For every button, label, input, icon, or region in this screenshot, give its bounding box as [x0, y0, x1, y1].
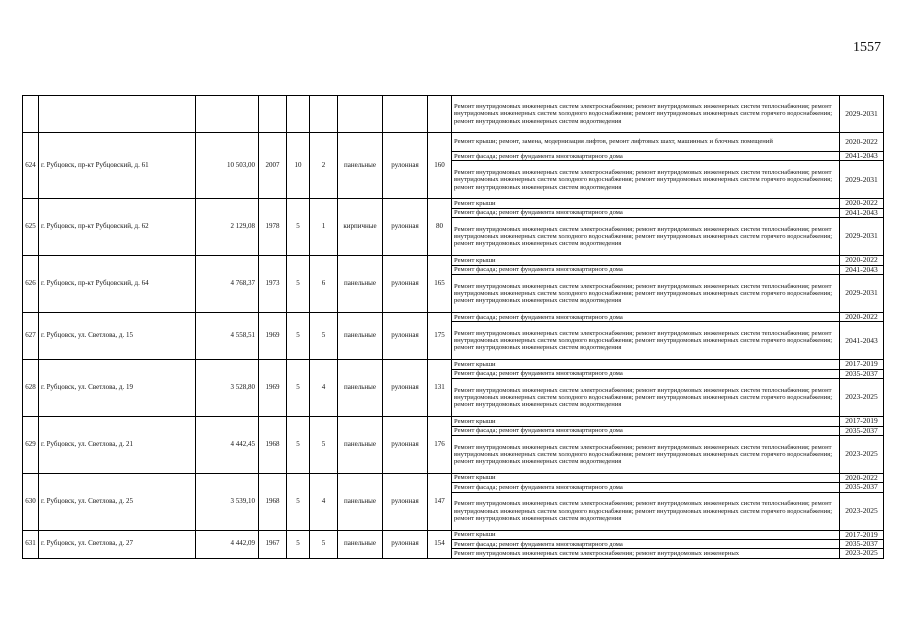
- building-wall-material: [338, 96, 383, 133]
- work-period: 2035-2037: [840, 369, 884, 378]
- work-description: Ремонт крыши: [452, 417, 840, 426]
- building-address: г. Рубцовск, пр-кт Рубцовский, д. 61: [39, 133, 196, 199]
- building-address: г. Рубцовск, ул. Светлова, д. 19: [39, 360, 196, 417]
- work-description: Ремонт фасада; ремонт фундамента многоквартирного дома: [452, 152, 840, 161]
- building-roof-type: рулонная: [383, 360, 428, 417]
- work-period: 2041-2043: [840, 208, 884, 217]
- work-period: 2020-2022: [840, 473, 884, 482]
- work-description: Ремонт крыши; ремонт, замена, модернизация лифтов, ремонт лифтовых шахт, машинных и блочных помещений: [452, 133, 840, 152]
- building-wall-material: панельные: [338, 530, 383, 558]
- building-area: 3 539,10: [196, 473, 259, 530]
- building-year: 1978: [259, 199, 287, 256]
- building-residents: 176: [428, 417, 452, 474]
- page-number: 1557: [853, 40, 881, 55]
- building-floors: 10: [287, 133, 310, 199]
- building-area: 4 558,51: [196, 312, 259, 359]
- building-wall-material: панельные: [338, 133, 383, 199]
- building-year: 1967: [259, 530, 287, 558]
- work-description: Ремонт фасада; ремонт фундамента многоквартирного дома: [452, 312, 840, 321]
- work-period: 2020-2022: [840, 312, 884, 321]
- building-wall-material: кирпичные: [338, 199, 383, 256]
- building-year: 1969: [259, 360, 287, 417]
- building-roof-type: рулонная: [383, 530, 428, 558]
- building-floors: 5: [287, 199, 310, 256]
- work-description: Ремонт внутридомовых инженерных систем электроснабжения; ремонт внутридомовых инженерных систем теплоснабжения; ремонт внутридомовых инженерных систем холодного водоснабжения; ремонт внутридомовых инженерных систем горячего водоснабжения; ремонт внутридомовых инженерных систем водоотведения: [452, 322, 840, 360]
- work-period: 2023-2025: [840, 379, 884, 417]
- building-address: г. Рубцовск, ул. Светлова, д. 27: [39, 530, 196, 558]
- building-entrances: 2: [310, 133, 338, 199]
- work-description: Ремонт крыши: [452, 199, 840, 208]
- building-repair-table: [22, 95, 884, 559]
- building-residents: 147: [428, 473, 452, 530]
- building-residents: 160: [428, 133, 452, 199]
- building-residents: [428, 96, 452, 133]
- work-period: 2041-2043: [840, 152, 884, 161]
- building-area: 2 129,08: [196, 199, 259, 256]
- building-residents: 80: [428, 199, 452, 256]
- work-description: Ремонт внутридомовых инженерных систем электроснабжения; ремонт внутридомовых инженерных систем теплоснабжения; ремонт внутридомовых инженерных систем холодного водоснабжения; ремонт внутридомовых инженерных систем горячего водоснабжения; ремонт внутридомовых инженерных систем водоотведения: [452, 161, 840, 199]
- building-entrances: 5: [310, 312, 338, 359]
- work-period: 2029-2031: [840, 218, 884, 256]
- building-floors: 5: [287, 360, 310, 417]
- building-area: [196, 96, 259, 133]
- building-number: 630: [23, 473, 39, 530]
- work-period: 2023-2025: [840, 492, 884, 530]
- work-description: Ремонт внутридомовых инженерных систем электроснабжения; ремонт внутридомовых инженерных: [452, 549, 840, 558]
- building-floors: 5: [287, 473, 310, 530]
- work-description: Ремонт фасада; ремонт фундамента многоквартирного дома: [452, 426, 840, 435]
- building-floors: 5: [287, 417, 310, 474]
- table-row: [23, 417, 884, 426]
- building-address: г. Рубцовск, пр-кт Рубцовский, д. 62: [39, 199, 196, 256]
- work-period: 2035-2037: [840, 483, 884, 492]
- work-description: Ремонт крыши: [452, 360, 840, 369]
- building-number: 627: [23, 312, 39, 359]
- work-period: 2041-2043: [840, 322, 884, 360]
- building-floors: [287, 96, 310, 133]
- table-row: [23, 96, 884, 133]
- work-period: 2020-2022: [840, 256, 884, 265]
- building-number: 629: [23, 417, 39, 474]
- table-row: [23, 530, 884, 539]
- work-period: 2029-2031: [840, 96, 884, 133]
- table-row: [23, 473, 884, 482]
- building-year: 1969: [259, 312, 287, 359]
- building-roof-type: рулонная: [383, 312, 428, 359]
- table-row: [23, 360, 884, 369]
- building-address: г. Рубцовск, ул. Светлова, д. 25: [39, 473, 196, 530]
- building-wall-material: панельные: [338, 312, 383, 359]
- work-description: Ремонт крыши: [452, 530, 840, 539]
- building-area: 4 768,37: [196, 256, 259, 313]
- work-description: Ремонт фасада; ремонт фундамента многоквартирного дома: [452, 483, 840, 492]
- work-period: 2020-2022: [840, 199, 884, 208]
- work-period: 2017-2019: [840, 360, 884, 369]
- building-year: 1968: [259, 417, 287, 474]
- work-description: Ремонт крыши: [452, 256, 840, 265]
- building-entrances: 4: [310, 473, 338, 530]
- work-description: Ремонт внутридомовых инженерных систем электроснабжения; ремонт внутридомовых инженерных систем теплоснабжения; ремонт внутридомовых инженерных систем холодного водоснабжения; ремонт внутридомовых инженерных систем горячего водоснабжения; ремонт внутридомовых инженерных систем водоотведения: [452, 379, 840, 417]
- work-period: 2041-2043: [840, 265, 884, 274]
- table-row: [23, 256, 884, 265]
- table-body: [23, 96, 884, 559]
- work-description: Ремонт внутридомовых инженерных систем электроснабжения; ремонт внутридомовых инженерных систем теплоснабжения; ремонт внутридомовых инженерных систем холодного водоснабжения; ремонт внутридомовых инженерных систем горячего водоснабжения; ремонт внутридомовых инженерных систем водоотведения: [452, 218, 840, 256]
- building-area: 4 442,09: [196, 530, 259, 558]
- building-wall-material: панельные: [338, 360, 383, 417]
- building-wall-material: панельные: [338, 473, 383, 530]
- work-period: 2017-2019: [840, 417, 884, 426]
- building-wall-material: панельные: [338, 256, 383, 313]
- building-year: 2007: [259, 133, 287, 199]
- building-number: [23, 96, 39, 133]
- work-description: Ремонт внутридомовых инженерных систем электроснабжения; ремонт внутридомовых инженерных систем теплоснабжения; ремонт внутридомовых инженерных систем холодного водоснабжения; ремонт внутридомовых инженерных систем горячего водоснабжения; ремонт внутридомовых инженерных систем водоотведения: [452, 274, 840, 312]
- building-year: 1968: [259, 473, 287, 530]
- building-area: 3 528,80: [196, 360, 259, 417]
- building-entrances: 6: [310, 256, 338, 313]
- building-entrances: 1: [310, 199, 338, 256]
- building-number: 631: [23, 530, 39, 558]
- work-period: 2017-2019: [840, 530, 884, 539]
- building-residents: 154: [428, 530, 452, 558]
- building-entrances: 5: [310, 417, 338, 474]
- building-address: [39, 96, 196, 133]
- building-residents: 131: [428, 360, 452, 417]
- work-description: Ремонт фасада; ремонт фундамента многоквартирного дома: [452, 540, 840, 549]
- building-year: 1973: [259, 256, 287, 313]
- work-description: Ремонт фасада; ремонт фундамента многоквартирного дома: [452, 208, 840, 217]
- work-description: Ремонт крыши: [452, 473, 840, 482]
- building-roof-type: рулонная: [383, 199, 428, 256]
- table-row: [23, 312, 884, 321]
- work-description: Ремонт фасада; ремонт фундамента многоквартирного дома: [452, 369, 840, 378]
- building-area: 4 442,45: [196, 417, 259, 474]
- building-residents: 165: [428, 256, 452, 313]
- building-floors: 5: [287, 530, 310, 558]
- work-period: 2035-2037: [840, 540, 884, 549]
- work-period: 2029-2031: [840, 161, 884, 199]
- building-entrances: [310, 96, 338, 133]
- building-address: г. Рубцовск, ул. Светлова, д. 21: [39, 417, 196, 474]
- work-period: 2023-2025: [840, 435, 884, 473]
- work-description: Ремонт внутридомовых инженерных систем электроснабжения; ремонт внутридомовых инженерных систем теплоснабжения; ремонт внутридомовых инженерных систем холодного водоснабжения; ремонт внутридомовых инженерных систем горячего водоснабжения; ремонт внутридомовых инженерных систем водоотведения: [452, 96, 840, 133]
- work-period: 2029-2031: [840, 274, 884, 312]
- building-number: 624: [23, 133, 39, 199]
- building-number: 626: [23, 256, 39, 313]
- building-address: г. Рубцовск, ул. Светлова, д. 15: [39, 312, 196, 359]
- work-description: Ремонт фасада; ремонт фундамента многоквартирного дома: [452, 265, 840, 274]
- table-row: [23, 133, 884, 152]
- building-roof-type: рулонная: [383, 256, 428, 313]
- work-description: Ремонт внутридомовых инженерных систем электроснабжения; ремонт внутридомовых инженерных систем теплоснабжения; ремонт внутридомовых инженерных систем холодного водоснабжения; ремонт внутридомовых инженерных систем горячего водоснабжения; ремонт внутридомовых инженерных систем водоотведения: [452, 435, 840, 473]
- building-number: 628: [23, 360, 39, 417]
- building-area: 10 503,00: [196, 133, 259, 199]
- work-period: 2035-2037: [840, 426, 884, 435]
- table-row: [23, 199, 884, 208]
- building-entrances: 4: [310, 360, 338, 417]
- building-address: г. Рубцовск, пр-кт Рубцовский, д. 64: [39, 256, 196, 313]
- work-period: 2023-2025: [840, 549, 884, 558]
- building-wall-material: панельные: [338, 417, 383, 474]
- building-roof-type: рулонная: [383, 417, 428, 474]
- building-entrances: 5: [310, 530, 338, 558]
- building-floors: 5: [287, 312, 310, 359]
- building-year: [259, 96, 287, 133]
- building-floors: 5: [287, 256, 310, 313]
- building-roof-type: рулонная: [383, 133, 428, 199]
- work-description: Ремонт внутридомовых инженерных систем электроснабжения; ремонт внутридомовых инженерных систем теплоснабжения; ремонт внутридомовых инженерных систем холодного водоснабжения; ремонт внутридомовых инженерных систем горячего водоснабжения; ремонт внутридомовых инженерных систем водоотведения: [452, 492, 840, 530]
- building-number: 625: [23, 199, 39, 256]
- building-roof-type: [383, 96, 428, 133]
- building-roof-type: рулонная: [383, 473, 428, 530]
- building-residents: 175: [428, 312, 452, 359]
- work-period: 2020-2022: [840, 133, 884, 152]
